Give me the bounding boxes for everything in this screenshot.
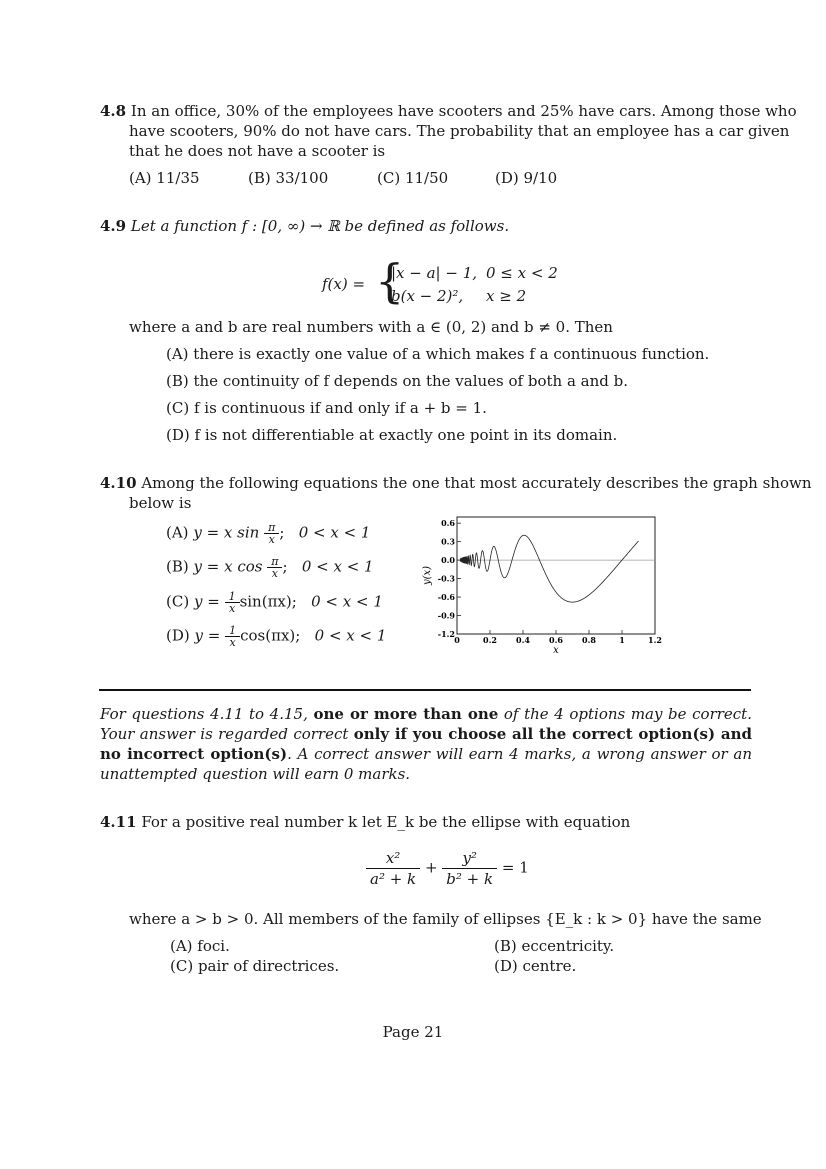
option-expr-post: ; <box>282 557 288 576</box>
fraction-denominator: x <box>268 533 275 546</box>
x-tick-label: 1 <box>619 635 625 645</box>
piecewise-case-1-cond: 0 ≤ x < 2 <box>486 264 558 282</box>
fraction-denominator: x <box>271 567 278 580</box>
y-tick-label: 0.6 <box>441 518 455 529</box>
option-label: (B) <box>166 557 189 576</box>
q48-option-d: (D) 9/10 <box>495 169 558 187</box>
fraction-numerator: 1 <box>225 625 240 637</box>
q49-option-b: (B) the continuity of f depends on the values of both a and b. <box>166 372 628 390</box>
ellipse-equation <box>366 848 529 889</box>
q410-option-a <box>166 522 370 545</box>
instructions-text-1: For questions 4.11 to 4.15, <box>100 705 308 723</box>
section-instructions <box>100 704 752 784</box>
q411-option-c: (C) pair of directrices. <box>170 957 340 975</box>
equation-plus: + <box>424 858 438 877</box>
question-4-8-line-1 <box>100 101 797 121</box>
question-number: 4.10 <box>100 474 137 492</box>
option-expr: y = x cos <box>193 557 263 576</box>
question-4-8-line-2: have scooters, 90% do not have cars. The probability that an employee has a car given <box>129 122 790 140</box>
question-text: Among the following equations the one that most accurately describes the graph shown <box>141 474 812 492</box>
function-graph <box>418 512 668 662</box>
question-4-9-line-1 <box>100 216 509 236</box>
x-tick-label: 0.8 <box>582 635 596 645</box>
series-line <box>460 535 638 602</box>
page-number: Page 21 <box>382 1023 444 1041</box>
option-expr: y = <box>193 592 220 611</box>
piecewise-lhs: f(x) = <box>322 275 366 293</box>
question-number: 4.8 <box>100 102 127 120</box>
question-4-10-line-2: below is <box>129 494 192 512</box>
q49-option-a: (A) there is exactly one value of a which makes f a continuous function. <box>166 345 710 363</box>
q410-option-c <box>166 591 383 614</box>
y-tick-label: 0.0 <box>441 555 455 566</box>
piecewise-case-2-expr: b(x − 2)², <box>391 287 464 305</box>
question-4-11-line-1 <box>100 812 630 832</box>
fraction-numerator: π <box>267 556 282 568</box>
section-divider <box>99 689 751 691</box>
x-tick-label: 0 <box>454 635 460 645</box>
q411-option-a: (A) foci. <box>170 937 230 955</box>
x-axis-label: x <box>553 645 559 656</box>
option-expr-post: sin(πx); <box>239 592 297 611</box>
option-condition: 0 < x < 1 <box>298 523 371 542</box>
fraction-denominator: a² + k <box>370 870 417 888</box>
x-tick-label: 0.4 <box>516 635 530 645</box>
piecewise-case-2-cond: x ≥ 2 <box>486 287 527 305</box>
question-4-10-line-1 <box>100 473 812 493</box>
q49-option-c: (C) f is continuous if and only if a + b = 1. <box>166 399 487 417</box>
fraction-denominator: b² + k <box>446 870 494 888</box>
instructions-bold-2: only if you choose all the correct option(s) and no incorrect option(s) <box>100 725 753 763</box>
q49-option-d: (D) f is not differentiable at exactly one point in its domain. <box>166 426 618 444</box>
option-fraction <box>225 591 240 614</box>
option-expr: y = x sin <box>193 523 260 542</box>
question-text: Let a function f : [0, ∞) → ℝ be defined as follows. <box>130 217 510 235</box>
option-fraction <box>225 625 240 648</box>
equation-fraction-2 <box>442 848 497 889</box>
q48-option-c: (C) 11/50 <box>377 169 449 187</box>
question-4-8-line-3: that he does not have a scooter is <box>129 142 386 160</box>
option-fraction <box>264 522 279 545</box>
question-text: In an office, 30% of the employees have scooters and 25% have cars. Among those who <box>130 102 797 120</box>
option-label: (A) <box>166 523 189 542</box>
option-condition: 0 < x < 1 <box>314 626 387 645</box>
y-tick-label: -0.3 <box>437 573 455 584</box>
instructions-text-3: . A correct answer will earn 4 marks, a wrong answer or an unattempted question will earn 0 marks. <box>100 745 752 783</box>
option-label: (C) <box>166 592 190 611</box>
option-condition: 0 < x < 1 <box>301 557 374 576</box>
x-tick-label: 0.2 <box>483 635 497 645</box>
x-tick-label: 0.6 <box>549 635 563 645</box>
equation-fraction-1 <box>366 848 420 889</box>
fraction-numerator: y² <box>442 848 497 869</box>
question-4-9-line-2: where a and b are real numbers with a ∈ (0, 2) and b ≠ 0. Then <box>129 318 613 336</box>
q411-option-d: (D) centre. <box>494 957 577 975</box>
fraction-numerator: π <box>264 522 279 534</box>
y-tick-label: -0.9 <box>437 610 455 621</box>
x-tick-label: 1.2 <box>648 635 662 645</box>
piecewise-case-1-expr: |x − a| − 1, <box>391 264 478 282</box>
plot-frame <box>457 517 655 634</box>
option-label: (D) <box>166 626 190 645</box>
option-condition: 0 < x < 1 <box>311 592 383 611</box>
q411-option-b: (B) eccentricity. <box>494 937 615 955</box>
q48-option-a: (A) 11/35 <box>129 169 200 187</box>
q410-option-d <box>166 625 386 648</box>
fraction-numerator: 1 <box>225 591 240 603</box>
y-tick-label: -0.6 <box>437 592 455 603</box>
fraction-numerator: x² <box>366 848 420 869</box>
option-expr-post: ; <box>279 523 285 542</box>
question-number: 4.9 <box>100 217 127 235</box>
question-number: 4.11 <box>100 813 137 831</box>
instructions-bold-1: one or more than one <box>313 705 499 723</box>
option-fraction <box>267 556 282 579</box>
q410-option-b <box>166 556 374 579</box>
instructions-text-2: of the 4 options may be correct. Your answer is regarded correct <box>100 705 752 743</box>
fraction-denominator: x <box>229 636 236 649</box>
piecewise-brace: { <box>375 254 405 308</box>
q48-option-b: (B) 33/100 <box>248 169 329 187</box>
equation-rhs: = 1 <box>501 858 529 877</box>
fraction-denominator: x <box>228 602 236 615</box>
question-4-11-line-2: where a > b > 0. All members of the family of ellipses {E_k : k > 0} have the same <box>129 910 762 928</box>
y-tick-label: 0.3 <box>441 536 455 547</box>
question-text: For a positive real number k let E_k be the ellipse with equation <box>141 813 631 831</box>
y-tick-label: -1.2 <box>437 629 455 639</box>
option-expr-post: cos(πx); <box>240 626 301 645</box>
option-expr: y = <box>194 626 221 645</box>
y-axis-label: y(x) <box>422 565 433 586</box>
